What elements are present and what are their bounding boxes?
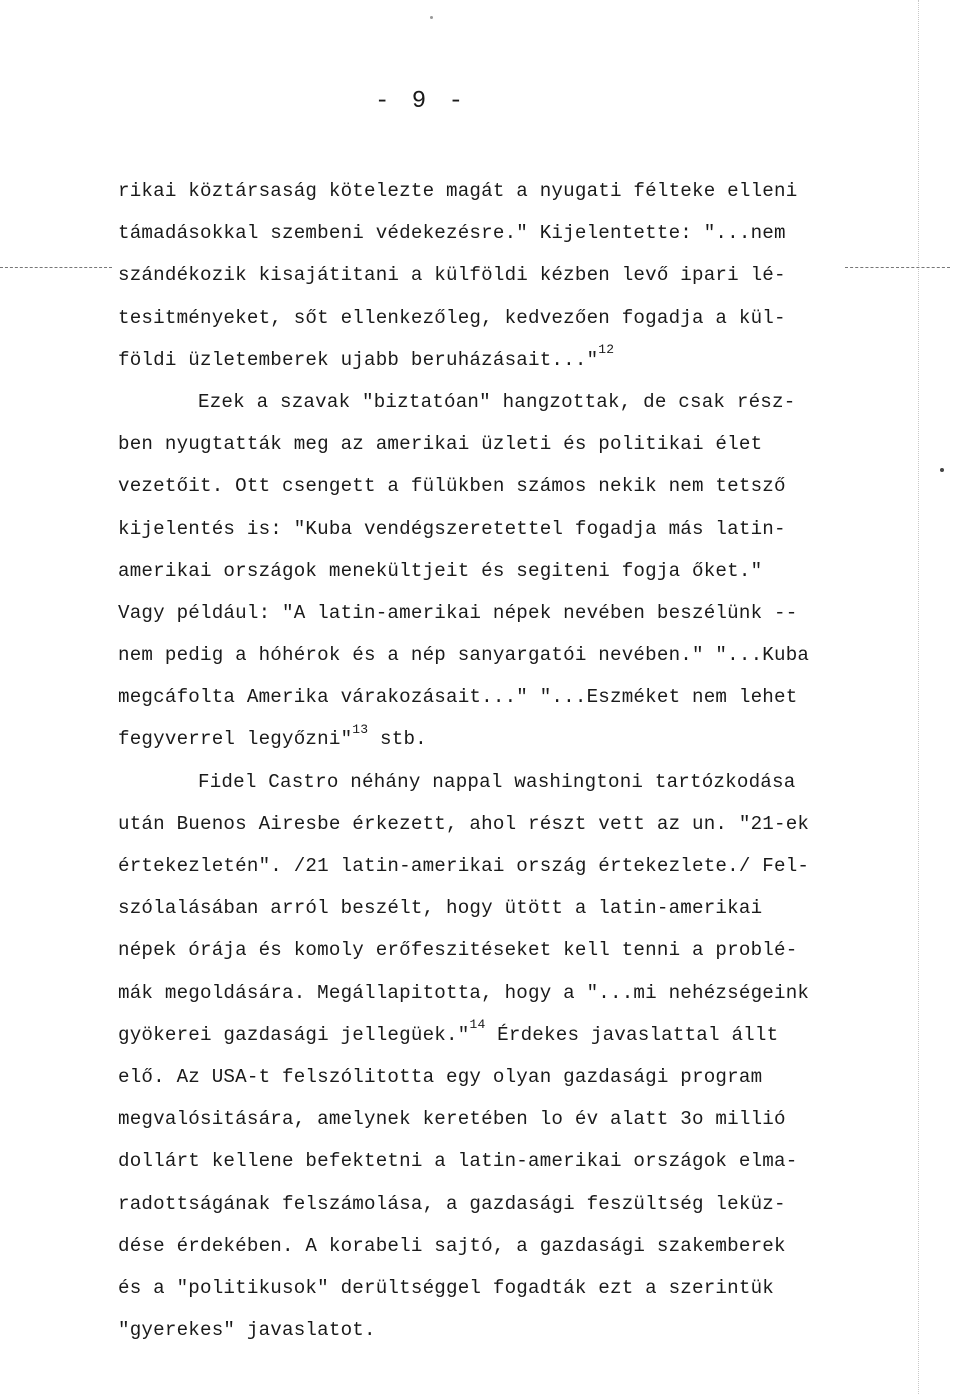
scan-margin-line [918, 0, 919, 1394]
text-line-with-footnote [118, 1014, 878, 1056]
text-line: értekezletén". /21 latin-amerikai ország értekezlete./ Fel- [118, 855, 810, 877]
footnote-ref-13: 13 [352, 722, 369, 738]
footnote-ref-14: 14 [469, 1017, 486, 1033]
text-line: amerikai országok menekültjeit és segiteni fogja őket." [118, 559, 763, 582]
text-line: nem pedig a hóhérok és a nép sanyargatói nevében." "...Kuba [118, 644, 810, 667]
text-line: után Buenos Airesbe érkezett, ahol részt vett az un. "21-ek [118, 812, 810, 835]
text-line: radottságának felszámolása, a gazdasági feszültség leküz- [118, 1192, 786, 1215]
paragraph-start-line: Fidel Castro néhány nappal washingtoni tartózkodása [198, 770, 796, 793]
footnote-ref-12: 12 [598, 342, 615, 358]
text-line-content: fegyverrel legyőzni" [118, 728, 353, 751]
paragraph-start-line: Ezek a szavak "biztatóan" hangzottak, de csak rész- [198, 390, 796, 413]
text-line-content: földi üzletemberek ujabb beruházásait..." [118, 348, 599, 371]
text-line-tail: stb. [368, 728, 427, 751]
text-line: ben nyugtatták meg az amerikai üzleti és politikai élet [118, 433, 763, 456]
page-number: - 9 - [375, 88, 468, 115]
text-line: népek órája és komoly erőfeszitéseket kell tenni a problé- [118, 939, 798, 962]
text-line: mák megoldására. Megállapitotta, hogy a "...mi nehézségeink [118, 981, 810, 1004]
scan-speck [940, 468, 944, 472]
scan-dash-left [0, 267, 112, 268]
text-line: megcáfolta Amerika várakozásait..." "...Eszméket nem lehet [118, 686, 798, 709]
text-line-content: gyökerei gazdasági jellegüek." [118, 1023, 470, 1046]
text-line-tail: Érdekes javaslattal állt [485, 1023, 779, 1046]
text-line: dollárt kellene befektetni a latin-amerikai országok elma- [118, 1150, 798, 1173]
text-line: szándékozik kisajátitani a külföldi kézben levő ipari lé- [118, 264, 786, 287]
scan-speck [430, 16, 433, 19]
text-line-with-footnote [118, 718, 878, 760]
text-line: "gyerekes" javaslatot. [118, 1319, 376, 1342]
text-line: vezetőit. Ott csengett a fülükben számos nekik nem tetsző [118, 475, 786, 498]
text-line: elő. Az USA-t felszólitotta egy olyan gazdasági program [118, 1065, 763, 1088]
body-text [118, 170, 878, 1351]
text-line: támadásokkal szembeni védekezésre." Kijelentette: "...nem [118, 222, 786, 245]
text-line: Vagy például: "A latin-amerikai népek nevében beszélünk -- [118, 601, 798, 624]
text-line: kijelentés is: "Kuba vendégszeretettel fogadja más latin- [118, 517, 786, 540]
text-line: szólalásában arról beszélt, hogy ütött a latin-amerikai [118, 897, 763, 920]
text-line: rikai köztársaság kötelezte magát a nyugati félteke elleni [118, 180, 798, 202]
text-line-with-footnote [118, 339, 878, 381]
text-line: és a "politikusok" derültséggel fogadták ezt a szerintük [118, 1276, 775, 1299]
text-line: dése érdekében. A korabeli sajtó, a gazdasági szakemberek [118, 1234, 786, 1257]
text-line: tesitményeket, sőt ellenkezőleg, kedvezően fogadja a kül- [118, 306, 786, 329]
text-line: megvalósitására, amelynek keretében lo év alatt 3o millió [118, 1108, 786, 1131]
